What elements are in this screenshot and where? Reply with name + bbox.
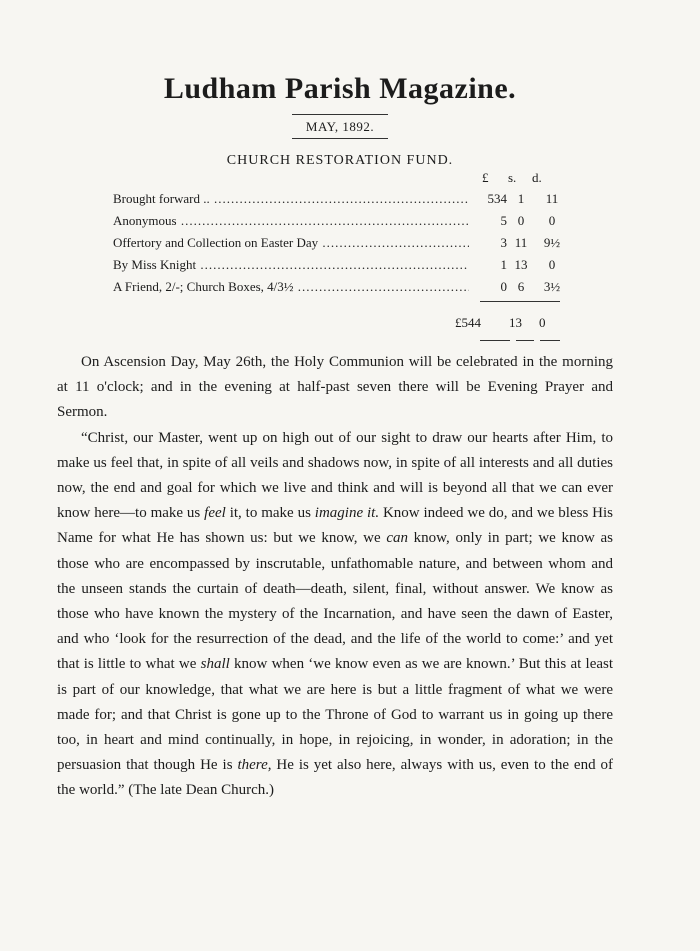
ledger-description: Offertory and Collection on Easter Day ..... (113, 232, 469, 254)
issue-line (0, 114, 680, 139)
ledger-pounds: 3 (500, 235, 507, 250)
ledger-row (113, 254, 573, 276)
ledger-shillings: 6 (517, 279, 525, 294)
ledger-row (113, 276, 573, 298)
quote-text: He is yet also here, always with us, even to the end of the world.” (57, 757, 613, 799)
ledger-pence: 3½ (543, 279, 561, 294)
total-rule-right (540, 340, 560, 341)
ledger-pence: 0 (548, 257, 556, 272)
pence-header: d. (532, 170, 542, 185)
quote-text: “Christ, our Master, went up on high out of our sight to draw our hearts after Him, to make us feel that, in spite of all veils and shadows now, in spite of all interests and all duties now, the end and goal for which we live and think and will is beyond all that we can ever know here—to make us (57, 429, 613, 522)
pounds-header: £ (482, 170, 489, 185)
ledger-shillings: 13 (514, 257, 528, 272)
ledger-description: Brought forward .. ..... (113, 188, 469, 210)
ledger-pence: 9½ (543, 235, 561, 250)
quote-attribution: (The late Dean Church.) (128, 782, 275, 799)
ledger-shillings: 0 (517, 213, 525, 228)
quote-text: know when ‘we know even as we are known.’ But this at least is part of our knowledge, that what we are here is but a little fragment of what we were made for; and that Christ is gone up to the Throne of God to warrant us in going up there too, in heart and mind continually, in hope, in rejoicing, in wonder, in adoration; in the persuasion that though He is (57, 656, 614, 774)
quote-text: it, to make us (225, 505, 315, 522)
total-pounds: £544 (455, 315, 481, 330)
total-rule-mid (516, 340, 534, 341)
subtotal-rule (480, 301, 560, 302)
ledger-pounds: 534 (487, 191, 507, 206)
quote-emphasis: imagine it. (314, 505, 380, 522)
ledger-pounds: 1 (500, 257, 507, 272)
total-rule-left (480, 340, 510, 341)
quote-emphasis: there, (237, 757, 272, 774)
quote-emphasis: can (386, 530, 408, 547)
ascension-notice: On Ascension Day, May 26th, the Holy Communion will be celebrated in the morning at 11 o'clock; and in the evening at half-past seven there will be Evening Prayer and Sermon. (57, 354, 613, 421)
quote-text: Know indeed we do, and we bless His Name for what He has shown us: but we know, we (57, 505, 614, 547)
ledger-row (113, 210, 573, 232)
ledger-row (113, 188, 573, 210)
total-shillings: 13 (509, 315, 522, 330)
magazine-title: Ludham Parish Magazine. (163, 72, 517, 105)
dean-church-quote (57, 426, 613, 804)
ledger-pounds: 0 (500, 279, 507, 294)
quote-text: know, only in part; we know as those who are encompassed by inscrutable, unfathomable nature, and between whom and the unseen stands the curtain of death—death, silent, final, without answer. We know as those who have known the mystery of the Incarnation, and have seen the dawn of Easter, and who ‘look for the resurrection of the dead, and the life of the world to come:’ and yet that is little to what we (57, 530, 613, 673)
issue-date: MAY, 1892. (292, 114, 388, 139)
quote-emphasis: shall (200, 656, 230, 673)
fund-heading: CHURCH RESTORATION FUND. (226, 153, 454, 168)
ledger-pence: 11 (545, 191, 559, 206)
shillings-header: s. (508, 170, 517, 185)
total-pence: 0 (539, 315, 546, 330)
ledger-shillings: 11 (514, 235, 528, 250)
ledger-description: By Miss Knight ..... (113, 254, 469, 276)
fund-ledger (113, 188, 573, 298)
article-body (57, 350, 613, 804)
ledger-row (113, 232, 573, 254)
ledger-pence: 0 (548, 213, 556, 228)
ledger-shillings: 1 (517, 191, 525, 206)
ledger-pounds: 5 (500, 213, 507, 228)
ledger-description: Anonymous ..... (113, 210, 469, 232)
quote-emphasis: feel (204, 505, 226, 522)
ledger-description: A Friend, 2/-; Church Boxes, 4/3½ ..... (113, 276, 469, 298)
